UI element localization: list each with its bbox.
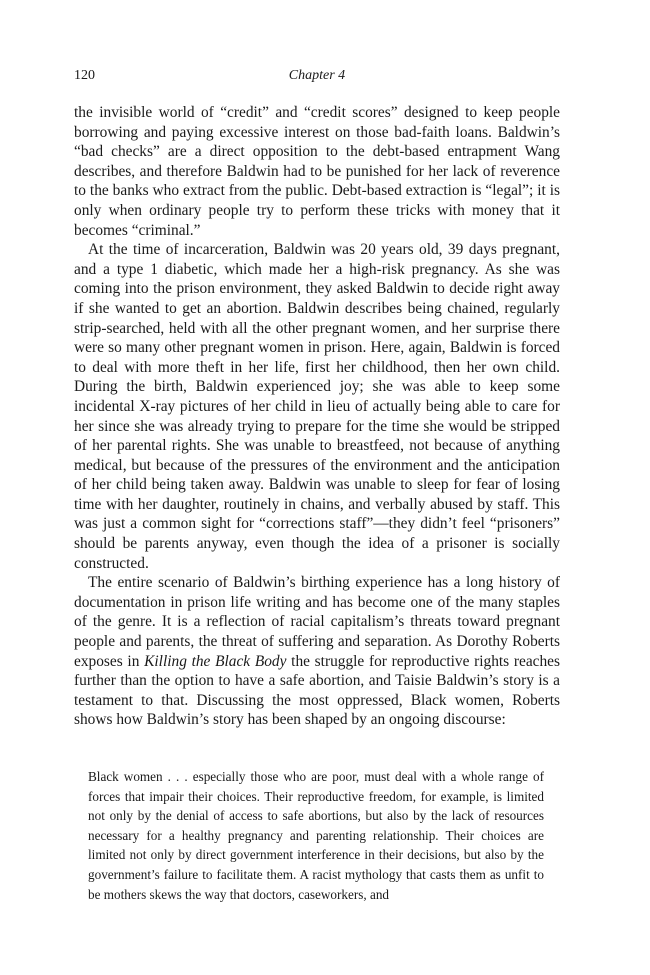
paragraph-continuation: the invisible world of “credit” and “credit scores” designed to keep people borrowing and paying excessive interest on those bad-faith loans. Baldwin’s “bad checks” are a direct opposition to the debt-based entrapment Wang describes, and therefore Baldwin had to be punished for her lack of reverence to the banks who extract from the public. Debt-based extraction is “legal”; it is only when ordinary people try to perform these tricks with money that it becomes “criminal.”	[74, 104, 560, 239]
chapter-title: Chapter 4	[288, 68, 346, 83]
paragraph-text-start: The entire scenario of Baldwin’s birthing experience has a long history of documentation in prison life writing and has become one of the many staples of the genre. It is a reflection of racial capitalism’s threats toward pregnant people and parents, the threat of suffering and separation. As Dorothy Roberts exposes in	[74, 574, 560, 670]
body-text	[74, 103, 560, 730]
paragraph-birthing-experience	[74, 573, 560, 730]
running-head	[74, 68, 560, 88]
paragraph-text-end: the struggle for reproductive rights reaches further than the option to have a safe abortion, and Taisie Baldwin’s story is a testament to that. Discussing the most oppressed, Black women, Roberts shows how Baldwin’s story has been shaped by an ongoing discourse:	[74, 652, 560, 729]
block-quote: Black women . . . especially those who are poor, must deal with a whole range of forces that impair their choices. Their reproductive freedom, for example, is limited not only by the denial of access to safe abortions, but also by the lack of resources necessary for a healthy pregnancy and parenting relationship. Their choices are limited not only by direct government interference in their decisions, but also by the government’s failure to facilitate them. A racist mythology that casts them as unfit to be mothers skews the way that doctors, caseworkers, and	[88, 769, 544, 902]
book-title: Killing the Black Body	[144, 652, 287, 670]
paragraph-incarceration: At the time of incarceration, Baldwin was 20 years old, 39 days pregnant, and a type 1 diabetic, which made her a high-risk pregnancy. As she was coming into the prison environment, they asked Baldwin to decide right away if she wanted to get an abortion. Baldwin describes being chained, regularly strip-searched, held with all the other pregnant women, and her surprise there were so many other pregnant women in prison. Here, again, Baldwin is forced to deal with more theft in her life, first her childhood, then her own child. During the birth, Baldwin experienced joy; she was able to keep some incidental X-ray pictures of her child in lieu of actually being able to care for her since she was already trying to prepare for the time she would be stripped of her parental rights. She was unable to breastfeed, not because of anything medical, but because of the pressures of the environment and the anticipation of her child being taken away. Baldwin was unable to sleep for fear of losing time with her daughter, routinely in chains, and verbally abused by staff. This was just a common sight for “corrections staff”—they didn’t feel “prisoners” should be parents anyway, even though the idea of a prisoner is socially constructed.	[74, 241, 560, 572]
page-number: 120	[74, 68, 95, 83]
